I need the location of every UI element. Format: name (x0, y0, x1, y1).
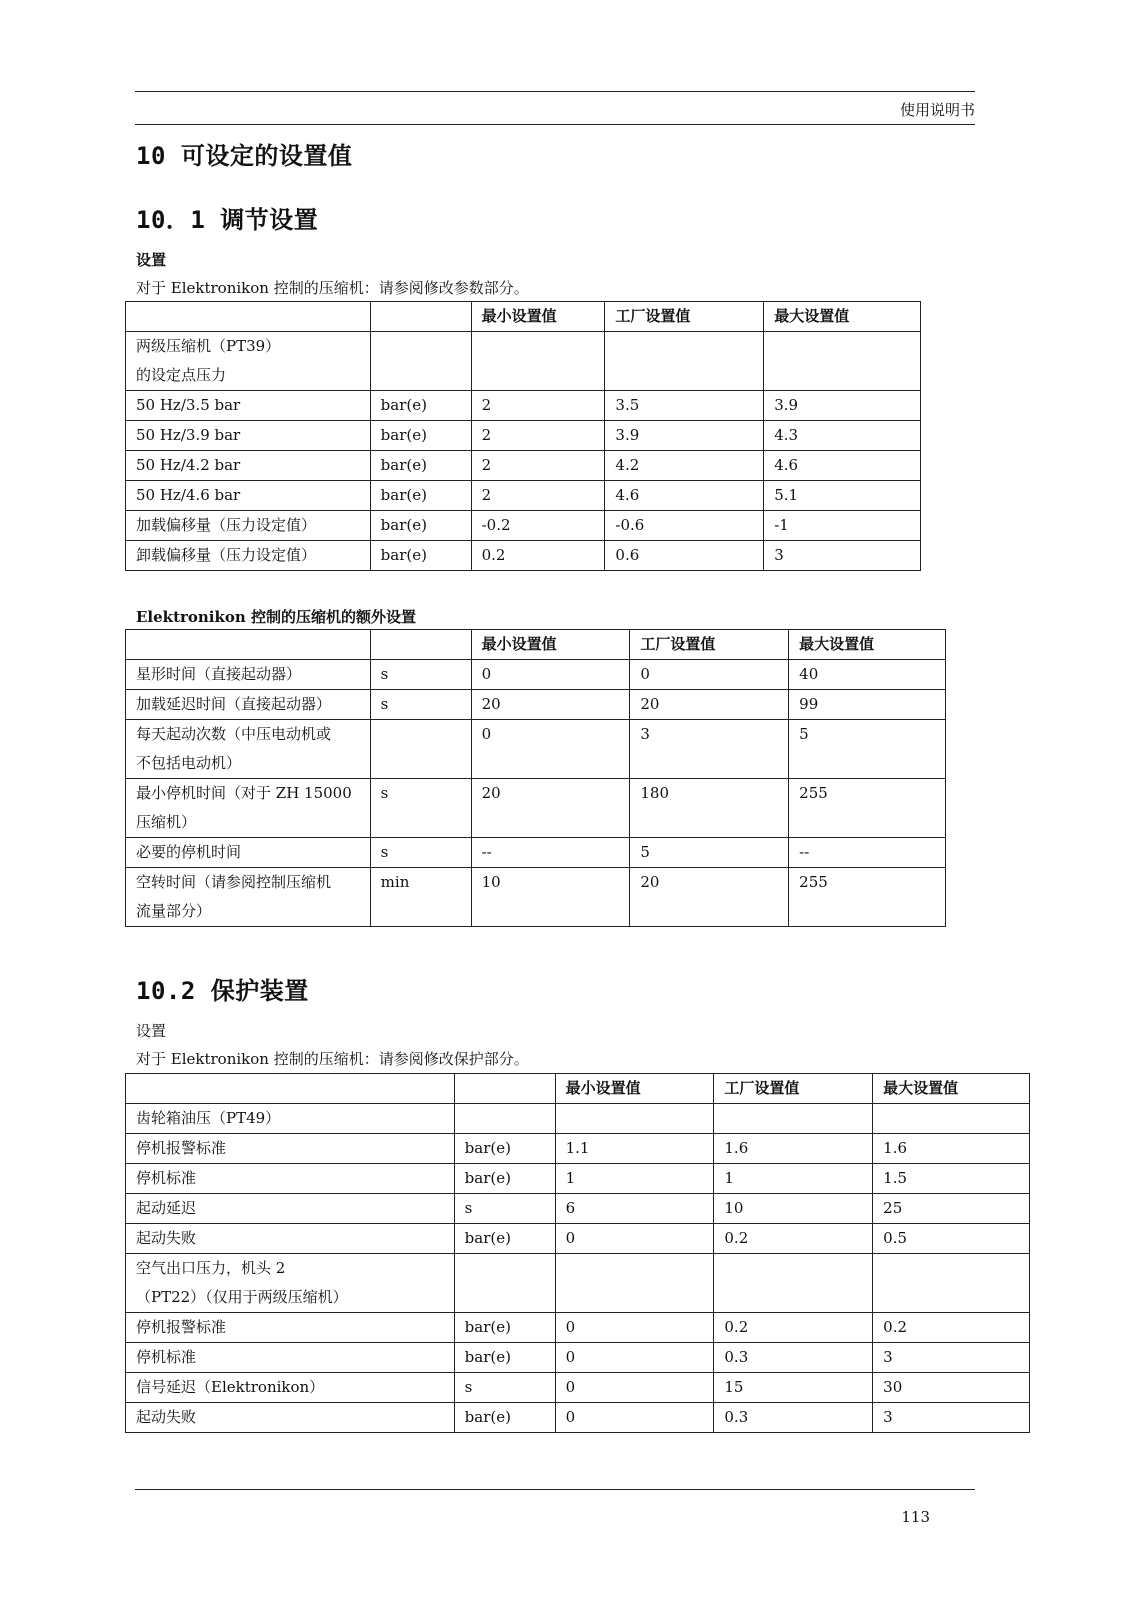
table-row (126, 1254, 1030, 1313)
table-header-row (126, 302, 921, 332)
table-cell: 25 (873, 1194, 1030, 1224)
table-cell: 两级压缩机（PT39） 的设定点压力 (126, 332, 371, 391)
table-cell: 0 (555, 1373, 714, 1403)
table-cell: 5 (630, 838, 789, 868)
column-header (370, 302, 471, 332)
table-cell: 1.1 (555, 1134, 714, 1164)
table-cell: 起动失败 (126, 1224, 455, 1254)
table-cell: 20 (630, 868, 789, 927)
column-header (126, 302, 371, 332)
table-cell: 1 (714, 1164, 873, 1194)
table-cell: 1.6 (873, 1134, 1030, 1164)
section-1-subtitle: 设置 (136, 251, 167, 269)
table-cell: 2 (471, 481, 605, 511)
table-cell: 15 (714, 1373, 873, 1403)
table-cell: bar(e) (454, 1224, 555, 1254)
table-cell: 0 (630, 660, 789, 690)
table-cell: 3 (873, 1343, 1030, 1373)
column-header: 最小设置值 (555, 1074, 714, 1104)
section-1b-subtitle: Elektronikon 控制的压缩机的额外设置 (136, 608, 417, 626)
table-row (126, 868, 946, 927)
additional-settings-table (125, 629, 946, 927)
table-cell: 0 (555, 1313, 714, 1343)
table-cell: 3.5 (605, 391, 764, 421)
table-row (126, 481, 921, 511)
table-cell (471, 332, 605, 391)
table-cell: 50 Hz/3.5 bar (126, 391, 371, 421)
table-cell: s (370, 660, 471, 690)
table-cell: 3 (764, 541, 921, 571)
table-cell: 必要的停机时间 (126, 838, 371, 868)
table-cell: 2 (471, 451, 605, 481)
table-cell: 0 (471, 660, 630, 690)
table-cell: 加载延迟时间（直接起动器） (126, 690, 371, 720)
table-cell (605, 332, 764, 391)
column-header: 最小设置值 (471, 630, 630, 660)
column-header: 工厂设置值 (630, 630, 789, 660)
table-row (126, 1194, 1030, 1224)
column-header: 工厂设置值 (605, 302, 764, 332)
table-cell: 齿轮箱油压（PT49） (126, 1104, 455, 1134)
table-cell: 4.3 (764, 421, 921, 451)
column-header: 最小设置值 (471, 302, 605, 332)
table-cell: 255 (789, 868, 946, 927)
table-cell: -1 (764, 511, 921, 541)
table-cell: 0.2 (714, 1224, 873, 1254)
column-header (370, 630, 471, 660)
table-cell (764, 332, 921, 391)
section-2-subtitle: 设置 (136, 1022, 167, 1040)
table-cell: 停机报警标准 (126, 1313, 455, 1343)
table-cell (873, 1104, 1030, 1134)
table-cell: 0 (555, 1343, 714, 1373)
table-row (126, 391, 921, 421)
table-cell: 2 (471, 391, 605, 421)
table-cell: bar(e) (370, 511, 471, 541)
table-cell: 0 (555, 1403, 714, 1433)
table-row (126, 332, 921, 391)
table-row (126, 1224, 1030, 1254)
table-cell: 起动延迟 (126, 1194, 455, 1224)
table-row (126, 451, 921, 481)
table-cell: 卸载偏移量（压力设定值） (126, 541, 371, 571)
section-2-title: 10.2 保护装置 (136, 977, 309, 1005)
table-cell: s (370, 690, 471, 720)
column-header: 工厂设置值 (714, 1074, 873, 1104)
table-cell (555, 1254, 714, 1313)
table-cell: 0.6 (605, 541, 764, 571)
column-header: 最大设置值 (873, 1074, 1030, 1104)
table-cell: 180 (630, 779, 789, 838)
table-cell: 0 (555, 1224, 714, 1254)
table-cell: 3.9 (764, 391, 921, 421)
table-cell (370, 332, 471, 391)
table-cell (454, 1104, 555, 1134)
table-cell: 5.1 (764, 481, 921, 511)
table-cell: 信号延迟（Elektronikon） (126, 1373, 455, 1403)
table-row (126, 1373, 1030, 1403)
header-rule-top (135, 91, 975, 92)
table-cell: s (370, 779, 471, 838)
column-header (454, 1074, 555, 1104)
table-cell: 20 (630, 690, 789, 720)
table-cell (370, 720, 471, 779)
table-cell (873, 1254, 1030, 1313)
page-number: 113 (901, 1508, 930, 1526)
table-row (126, 1134, 1030, 1164)
table-cell: 停机标准 (126, 1164, 455, 1194)
table-row (126, 541, 921, 571)
table-cell: -0.2 (471, 511, 605, 541)
section-1-title: 10．1 调节设置 (136, 206, 319, 234)
table-cell: 4.6 (764, 451, 921, 481)
table-cell: 3 (630, 720, 789, 779)
table-row (126, 511, 921, 541)
column-header (126, 1074, 455, 1104)
table-cell: s (454, 1373, 555, 1403)
table-cell: s (454, 1194, 555, 1224)
table-cell: 50 Hz/3.9 bar (126, 421, 371, 451)
table-cell: bar(e) (454, 1164, 555, 1194)
table-row (126, 1104, 1030, 1134)
table-cell: 加载偏移量（压力设定值） (126, 511, 371, 541)
table-cell: 0.5 (873, 1224, 1030, 1254)
table-cell: bar(e) (370, 541, 471, 571)
table-row (126, 779, 946, 838)
table-cell: -- (789, 838, 946, 868)
table-header-row (126, 1074, 1030, 1104)
table-cell: 起动失败 (126, 1403, 455, 1433)
header-rule-bottom (135, 124, 975, 125)
table-cell: 1 (555, 1164, 714, 1194)
table-cell: bar(e) (454, 1134, 555, 1164)
table-cell: bar(e) (454, 1343, 555, 1373)
table-row (126, 1403, 1030, 1433)
column-header: 最大设置值 (764, 302, 921, 332)
chapter-title: 10 可设定的设置值 (136, 142, 353, 170)
table-cell: bar(e) (370, 391, 471, 421)
table-cell: -0.6 (605, 511, 764, 541)
table-row (126, 1164, 1030, 1194)
section-2-note: 对于 Elektronikon 控制的压缩机：请参阅修改保护部分。 (136, 1050, 529, 1068)
column-header: 最大设置值 (789, 630, 946, 660)
column-header (126, 630, 371, 660)
section-1-note: 对于 Elektronikon 控制的压缩机：请参阅修改参数部分。 (136, 279, 529, 297)
table-row (126, 720, 946, 779)
table-row (126, 421, 921, 451)
table-cell: 20 (471, 690, 630, 720)
table-cell: bar(e) (370, 451, 471, 481)
table-cell: 6 (555, 1194, 714, 1224)
table-cell: bar(e) (370, 481, 471, 511)
table-cell: 50 Hz/4.2 bar (126, 451, 371, 481)
table-cell: 30 (873, 1373, 1030, 1403)
table-cell: 3 (873, 1403, 1030, 1433)
table-cell: 0.2 (873, 1313, 1030, 1343)
table-cell: 40 (789, 660, 946, 690)
table-cell (555, 1104, 714, 1134)
table-cell: 4.6 (605, 481, 764, 511)
table-cell: 5 (789, 720, 946, 779)
table-cell: 99 (789, 690, 946, 720)
table-cell (454, 1254, 555, 1313)
footer-rule (135, 1489, 975, 1490)
regulation-settings-table (125, 301, 921, 571)
table-cell: 0.2 (714, 1313, 873, 1343)
table-cell: 停机报警标准 (126, 1134, 455, 1164)
header-title: 使用说明书 (899, 101, 975, 119)
table-cell: 每天起动次数（中压电动机或 不包括电动机） (126, 720, 371, 779)
table-cell: bar(e) (454, 1403, 555, 1433)
table-cell: 3.9 (605, 421, 764, 451)
table-cell: 0 (471, 720, 630, 779)
table-row (126, 660, 946, 690)
table-cell: 10 (471, 868, 630, 927)
table-row (126, 1313, 1030, 1343)
table-cell (714, 1104, 873, 1134)
table-cell: 50 Hz/4.6 bar (126, 481, 371, 511)
table-cell: 0.3 (714, 1403, 873, 1433)
table-cell: 0.2 (471, 541, 605, 571)
table-cell: 停机标准 (126, 1343, 455, 1373)
table-row (126, 838, 946, 868)
table-cell: bar(e) (370, 421, 471, 451)
table-cell: 20 (471, 779, 630, 838)
table-cell: min (370, 868, 471, 927)
table-row (126, 1343, 1030, 1373)
table-cell: s (370, 838, 471, 868)
table-cell: 0.3 (714, 1343, 873, 1373)
table-cell: 4.2 (605, 451, 764, 481)
table-cell: 10 (714, 1194, 873, 1224)
table-cell: 1.6 (714, 1134, 873, 1164)
table-cell: 2 (471, 421, 605, 451)
table-row (126, 690, 946, 720)
table-cell: -- (471, 838, 630, 868)
table-header-row (126, 630, 946, 660)
protection-settings-table (125, 1073, 1030, 1433)
table-cell: 1.5 (873, 1164, 1030, 1194)
table-cell: 空转时间（请参阅控制压缩机 流量部分） (126, 868, 371, 927)
table-cell: bar(e) (454, 1313, 555, 1343)
table-cell: 255 (789, 779, 946, 838)
table-cell: 星形时间（直接起动器） (126, 660, 371, 690)
table-cell: 最小停机时间（对于 ZH 15000 压缩机） (126, 779, 371, 838)
table-cell (714, 1254, 873, 1313)
table-cell: 空气出口压力，机头 2 （PT22）（仅用于两级压缩机） (126, 1254, 455, 1313)
